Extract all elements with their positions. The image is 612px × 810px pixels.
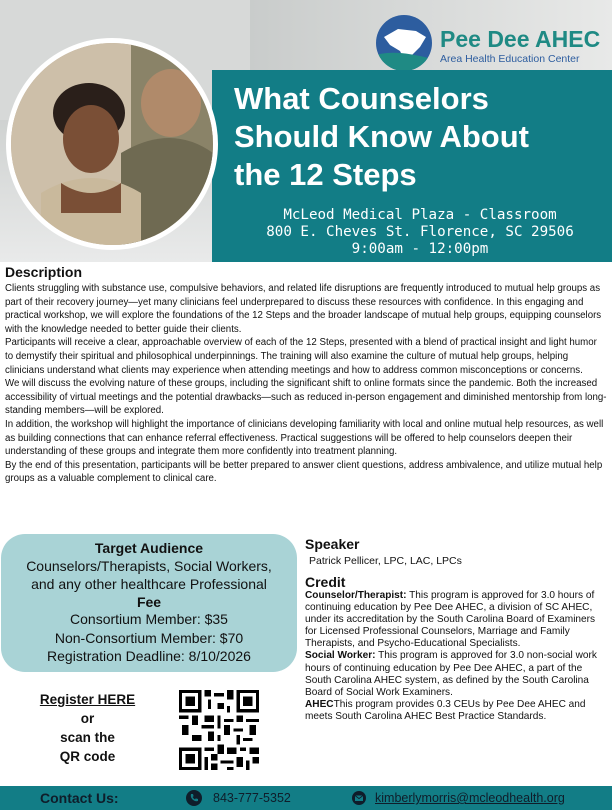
register-qr-label: QR code	[59, 749, 116, 764]
register-or: or	[80, 711, 95, 726]
qr-code-icon[interactable]	[179, 690, 259, 770]
event-location	[228, 207, 612, 258]
credit-social-text: This program is approved for 3.0 non-social work hours of continuing education by Pee Dee AHEC, a part of the South Carolina AHEC system, as defined by the South Carolina Board of Social Work Examiners.	[305, 650, 597, 698]
credit-counselor-text: This program is approved for 3.0 hours of continuing education by Pee Dee AHEC, a division of SC AHEC, under its accreditation by the South Carolina Board of Examiners for Licensed Professional Counselors, Marriage and Family Therapists, and Psycho-Educational Specialists.	[305, 590, 596, 650]
credit-ahec	[305, 699, 607, 723]
speaker-heading: Speaker	[305, 536, 360, 552]
speaker-name: Patrick Pellicer, LPC, LAC, LPCs	[309, 555, 462, 567]
contact-email[interactable]: kimberlymorris@mcleodhealth.org	[375, 791, 565, 805]
description-paragraph: Clients struggling with substance use, compulsive behaviors, and related life disruptions are frequently introduced to mutual help groups as part of their recovery journey—yet many clinicians feel underprepared to discuss these resources with confidence. In this engaging and practical workshop, we will explore the foundations of the 12 Steps and the broader landscape of mutual help groups, equipping counselors with the knowledge needed to better guide their clients.	[5, 283, 602, 335]
fee-consortium: Consortium Member: $35	[70, 611, 228, 627]
event-title	[234, 80, 604, 194]
event-time: 9:00am - 12:00pm	[351, 241, 489, 257]
audience-text	[0, 557, 298, 593]
counseling-photo-graphic	[11, 43, 213, 245]
register-link[interactable]: Register HERE	[39, 692, 136, 707]
credit-ahec-text: This program provides 0.3 CEUs by Pee Dee AHEC and meets South Carolina AHEC Best Practice Standards.	[305, 698, 586, 722]
title-line: the 12 Steps	[234, 157, 417, 192]
description-body	[5, 282, 607, 486]
phone-icon	[186, 790, 202, 806]
description-paragraph: In addition, the workshop will highlight the importance of clinicians developing familiarity with local and online mutual help resources, as well as building connections that can enhance referral effectiveness. Practical suggestions will be offered to help counselors deepen their understanding of these groups and integrate them more confidently into treatment planning.	[5, 418, 604, 458]
sc-state-icon	[376, 15, 432, 71]
email-icon	[351, 791, 367, 805]
location-line: 800 E. Cheves St. Florence, SC 29506	[266, 224, 574, 240]
credit-social-label: Social Worker:	[305, 650, 376, 662]
logo-title: Pee Dee AHEC	[440, 26, 601, 52]
logo-subtitle: Area Health Education Center	[440, 53, 580, 65]
counseling-photo	[6, 38, 218, 250]
description-paragraph: We will discuss the evolving nature of these groups, including the significant shift to online formats since the pandemic. Both the increased accessibility of virtual meetings and the potential drawbacks—such as reduced in-person engagement and diminished mentorship from long-standing members—will be explored.	[5, 378, 607, 417]
title-line: Should Know About	[234, 119, 529, 154]
title-line: What Counselors	[234, 81, 489, 116]
credit-counselor	[305, 590, 607, 650]
credit-heading: Credit	[305, 574, 346, 590]
audience-line: Counselors/Therapists, Social Workers,	[26, 558, 272, 574]
audience-heading: Target Audience	[94, 540, 204, 556]
credit-counselor-label: Counselor/Therapist:	[305, 590, 407, 601]
credit-ahec-label: AHEC	[305, 698, 334, 710]
contact-label: Contact Us:	[40, 790, 119, 806]
credit-social-worker	[305, 650, 607, 698]
description-paragraph: Participants will receive a clear, approachable overview of each of the 12 Steps, presented with a blend of practical insight and light humor to demystify their spiritual and philosophical underpinnings. The training will also examine the culture of mutual help groups, helping clinicians understand what clients may experience when attending meetings and how to address common misconceptions or concerns.	[5, 337, 597, 376]
fee-non-consortium: Non-Consortium Member: $70	[54, 629, 244, 646]
credit-body	[305, 590, 607, 723]
ahec-logo	[374, 12, 612, 72]
description-heading: Description	[5, 264, 83, 280]
register-block	[20, 690, 155, 766]
audience-line: and any other healthcare Professional	[31, 576, 267, 592]
description-paragraph: By the end of this presentation, participants will be better prepared to answer client questions, address ambivalence, and utilize mutual help groups as a valuable complement to clinical care.	[5, 459, 603, 485]
register-scan: scan the	[60, 730, 115, 745]
location-line: McLeod Medical Plaza - Classroom	[283, 207, 557, 223]
fee-heading: Fee	[136, 594, 162, 610]
sc-state-icon-graphic	[376, 15, 432, 71]
fee-list	[0, 610, 298, 666]
contact-phone[interactable]: 843-777-5352	[213, 791, 291, 805]
registration-deadline: Registration Deadline: 8/10/2026	[47, 648, 251, 664]
